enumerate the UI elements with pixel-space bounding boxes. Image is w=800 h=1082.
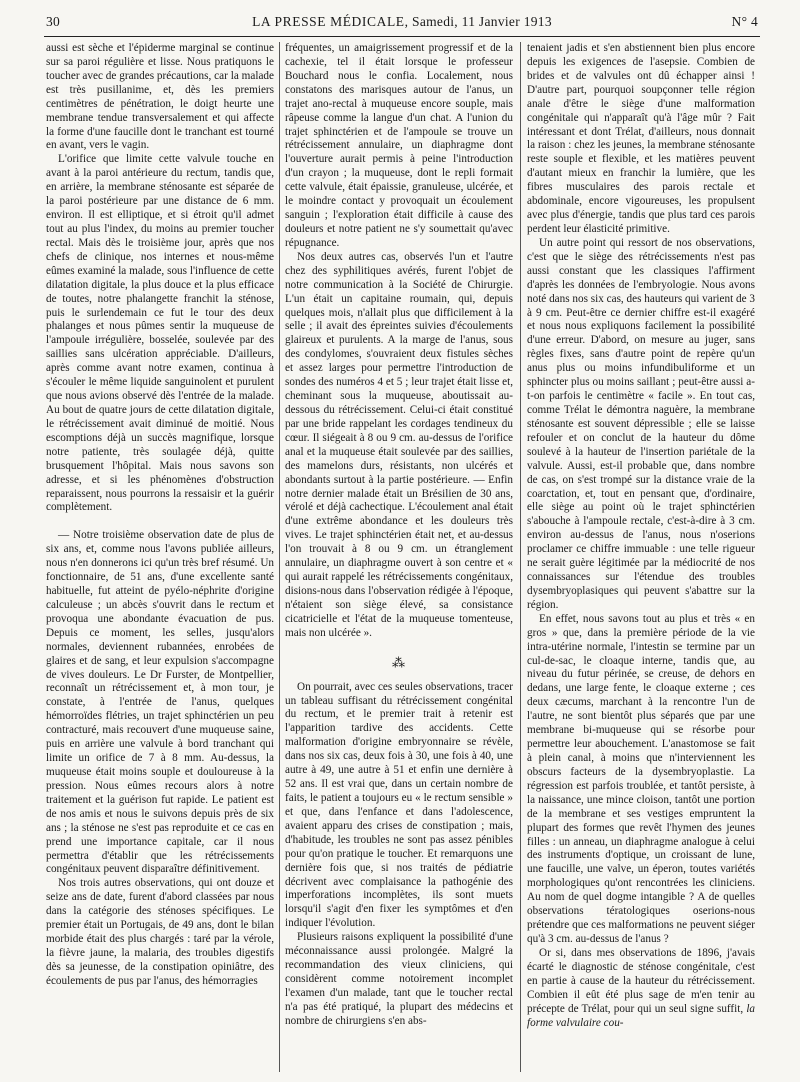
paragraph: fréquentes, un amaigrissement progressif et de la cachexie, tel il était lorsque le professeur Bouchard nous le confia. Localement, nous constatons des marisques autour de l'anus, un trajet ano-rectal à muqueuse encore souple, mais râpeuse comme la langue d'un chat. A l'union du trajet sphinctérien et de l'ampoule se trouve un rétrécissement annulaire, un diaphragme dont l'ouverture aurait permis à peine l'introduction d'un crayon ; la muqueuse, dont le repli formait cette valvule, était épaissie, granuleuse, ulcérée, et le moindre contact y provoquait un écoulement sanguin ; l'exploration était difficile à cause des douleurs et notre patient ne s'y soumettait qu'avec répugnance. bbox=[285, 42, 513, 249]
column-divider bbox=[279, 42, 280, 1072]
journal-name: LA PRESSE MÉDICALE bbox=[252, 14, 405, 29]
paragraph: tenaient jadis et s'en abstiennent bien plus encore depuis les exigences de l'asepsie. Combien de brides et de valvules ont dû échapper ainsi ! D'autre part, pourquoi soupçonner telle région anale d'être le siège d'une malformation congénitale qui n'apparaît qu'à l'âge mûr ? Fait intéressant et dont Trélat, d'ailleurs, nous donnait la raison : chez les jeunes, la membrane sténosante reste souple et flexible, et les matières peuvent d'autant mieux en franchir la lumière, que les fibres musculaires des parois rectale et abdominale, encore vigoureuses, les propulsent avec plus d'énergie, tandis que plus tard ces parois perdent leur élasticité primitive. bbox=[527, 42, 755, 235]
paragraph-text: Or si, dans mes observations de 1896, j'avais écarté le diagnostic de sténose congénitale, c'est en partie à cause de la hauteur du rétrécissement. Combien il eût été plus sage de m'en tenir au précepte de Trélat, pour qui un seul signe suffit, bbox=[527, 946, 755, 1015]
running-title: LA PRESSE MÉDICALE, Samedi, 11 Janvier 1913 bbox=[252, 14, 552, 29]
paragraph: Nos trois autres observations, qui ont douze et seize ans de date, furent d'abord classées par nous dans la catégorie des sténoses spécifiques. Le premier était un Portugais, de 49 ans, dont le bilan morbide était des plus chargés : taré par la vérole, la fièvre jaune, la malaria, des troubles digestifs dès sa jeunesse, de la constipation opiniâtre, des écoulements de pus par l'anus, des hémorragies bbox=[46, 877, 274, 987]
section-separator: ⁂ bbox=[392, 654, 406, 670]
column-3 bbox=[527, 42, 755, 1030]
paragraph bbox=[527, 947, 755, 1031]
column-1 bbox=[46, 42, 274, 989]
paragraph: Un autre point qui ressort de nos observations, c'est que le siège des rétrécissements n'est pas aussi constant que les classiques l'affirment d'après les données de l'embryologie. Nous avons noté dans nos six cas, des hauteurs qui varient de 3 à 9 cm. Peut-être ce dernier chiffre est-il exagéré et nous nous expliquons facilement la possibilité d'une erreur. D'abord, on mesure au juger, sans règles fixes, sans d'autre point de repère qu'un anus plus ou moins infundibuliforme et un sphincter plus ou moins saillant ; peut-être aussi a-t-on parfois le centimètre « facile ». En tout cas, comme Trélat le démontra naguère, la membrane sténosante est souvent dépressible ; elle se laisse refouler et on conclut de la hauteur du dôme soulevé à la hauteur de l'insertion pariétale de la valvule. Aussi, est-il probable que, dans nombre de cas, on s'est trompé sur la distance vraie de la coarctation, et, tout en pensant que, d'ordinaire, elle siège au point où le trajet sphinctérien s'abouche à l'ampoule rectale, c'est-à-dire à 3 cm. environ au-dessus de l'anus, nous n'oserions proclamer ce chiffre immuable : une telle rigueur ne serait guère légitimée par la médiocrité de nos connaissances sur l'étendue des troubles dysembryoplasiques qui peuvent s'abattre sur la région. bbox=[527, 236, 755, 611]
paragraph: Plusieurs raisons expliquent la possibilité d'une méconnaissance aussi prolongée. Malgré la recommandation des vieux cliniciens, qui considèrent comme notoirement incomplet l'examen d'un malade, tant que le toucher rectal n'a pas été pratiqué, la plupart des médecins et nombre de chirurgiens s'en abs- bbox=[285, 931, 513, 1027]
page-header bbox=[46, 12, 758, 32]
issue-date: Samedi, 11 Janvier 1913 bbox=[412, 14, 552, 29]
paragraph: En effet, nous savons tout au plus et très « en gros » que, dans la première période de la vie intra-utérine normale, l'intestin se termine par un cul-de-sac, le cloaque interne, tandis que, au niveau du futur périnée, se creuse, de dehors en dedans, une large fente, le cloaque externe ; ces deux cæcums, marchant à la rencontre l'un de l'autre, ne sont bientôt plus séparés que par une membrane bi-muqueuse qui se résorbe pour permettre leur abouchement. L'anastomose se fait à plein canal, à moins que n'interviennent les obscurs facteurs de la dysembryoplastie. La régression est parfois troublée, et tantôt persiste, à la naissance, une mince cloison, tantôt une portion de la membrane et ses vestiges empruntent la plupart des formes que revêt l'hymen des jeunes filles : un anneau, un diaphragme analogue à celui des instruments d'optique, un croissant de lune, une faucille, une valve, un éperon, toutes variétés morphologiques qu'ont rencontrées les cliniciens. Au nom de quel dogme intangible ? A de quelles observations tératologiques oserions-nous prétendre que ces malformations ne peuvent siéger qu'à 3 cm. au-dessus de l'anus ? bbox=[527, 612, 755, 945]
paragraph: aussi est sèche et l'épiderme marginal se continue sur sa paroi régulière et lisse. Nous pratiquons le toucher avec de grandes précautions, car la malade est très pusillanime, et, dès les premiers centimètres de pénétration, le doigt heurte une membrane tendue transversalement et qui affecte la forme d'une faucille dont le tranchant est tourné en avant, vers le vagin. bbox=[46, 42, 274, 152]
issue-number: N° 4 bbox=[731, 14, 758, 29]
paragraph: — Notre troisième observation date de plus de six ans, et, comme nous l'avons publiée ailleurs, nous n'en donnerons ici qu'un très bref résumé. Un fonctionnaire, de 51 ans, d'une excellente santé habituelle, fut atteint de pyélo-néphrite d'origine calculeuse ; un abcès s'ouvrit dans le rectum et provoqua une abondante évacuation de pus. Depuis ce moment, les selles, jusqu'alors normales, deviennent rubannées, enrobées de glaires et de sang, et leur expulsion s'accompagne de vives douleurs. Le Dr Furster, de Montpellier, reconnaît un rétrécissement et, à mon tour, je constate, à l'entrée de l'anus, quelques hémorroïdes flétries, un trajet sphinctérien un peu contracturé, mais recouvert d'une muqueuse saine, puis en arrière une valvule à bord tranchant qui limite un orifice de 7 à 8 mm. Au-dessus, la muqueuse était moins souple et douloureuse à la pression. Nous eûmes recours alors à notre traitement et la guérison fut rapide. Le patient est de nos amis et nous le suivons depuis près de six ans ; la sténose ne s'est pas reproduite et ce cas en prend une importance capitale, car il nous permettra d'établir que les rétrécissements congénitaux peuvent disparaître définitivement. bbox=[46, 529, 274, 876]
header-rule bbox=[44, 36, 760, 37]
paragraph: L'orifice que limite cette valvule touche en avant à la paroi antérieure du rectum, tandis que, en arrière, la membrane sténosante est séparée de la paroi postérieure par une distance de 6 mm. environ. Il est elliptique, et si étroit qu'il admet tout au plus l'index, du moins au premier toucher rectal. Mais dès le troisième jour, après que nos chefs de clinique, nos internes et nous-même eûmes examiné la malade, sous l'influence de cette dilatation digitale, la plus douce et la plus efficace de toutes, notre phalangette franchit la sténose, puis le surlendemain ce fut le tour des deux phalanges et nous pûmes sentir la muqueuse de l'ampoule irrégulière, bosselée, soulevée par des saillies sans ulcération appréciable. D'ailleurs, après comme avant notre examen, continua à s'écouler le même liquide sanguinolent et purulent que nous avions observé dès l'entrée de la malade. Au bout de quatre jours de cette dilatation digitale, le rétrécissement avait diminué de moitié. Nous escomptions déjà un succès magnifique, lorsque notre patiente, très soulagée déjà, quitte brusquement l'hôpital. Mais nous savons son adresse, et si les phénomènes d'obstruction reparaissent, nous pourrons la ressaisir et la guérir complètement. bbox=[46, 153, 274, 514]
column-2 bbox=[285, 42, 513, 1029]
column-divider bbox=[520, 42, 521, 1072]
page-number: 30 bbox=[46, 14, 61, 29]
italic-phrase: la forme valvulaire cou- bbox=[527, 1002, 756, 1029]
paragraph: On pourrait, avec ces seules observations, tracer un tableau suffisant du rétrécissement congénital du rectum, et le premier trait à retenir est l'apparition tardive des accidents. Cette malformation d'origine embryonnaire se révèle, dans nos six cas, deux fois à 30, une fois à 40, une autre à 49, une autre à 51 et enfin une dernière à 52 ans. Il est vrai que, dans un certain nombre de faits, le patient a toujours eu « le rectum sensible » et que, dans l'enfance et dans l'adolescence, avaient apparu des crises de constipation ; mais, d'habitude, les troubles ne sont pas assez pénibles pour qu'on pratique le toucher. Et remarquons une dernière fois que, si nos traités de pédiatrie décrivent avec complaisance la pathogénie des imperforations incomplètes, ils sont muets lorsqu'il s'agit d'en fixer les symptômes et d'en indiquer l'évolution. bbox=[285, 680, 513, 930]
paragraph: Nos deux autres cas, observés l'un et l'autre chez des syphilitiques avérés, furent l'objet de notre communication à la Société de Chirurgie. L'un était un capitaine roumain, qui, depuis quelques mois, n'allait plus que difficilement à la selle ; il avait des épreintes suivies d'écoulements glaireux et purulents. A la marge de l'anus, sous des condylomes, s'ouvraient deux fistules sèches et assez larges pour permettre l'introduction de sondes des numéros 4 et 5 ; leur trajet était lisse et, cheminant sous la muqueuse, aboutissait au-dessous du rétrécissement. Celui-ci était constitué par une bride rappelant les cordages tendineux du cœur. Il siégeait à 8 ou 9 cm. au-dessus de l'orifice anal et la muqueuse était soulevée par des saillies, des mamelons durs, résistants, non ulcérés et abondants surtout à la partie postérieure. — Enfin notre dernier malade était un Brésilien de 30 ans, vérolé et déjà cachectique. L'écoulement anal était d'une extrême abondance et les douleurs très vives. Le trajet sphinctérien était net, et au-dessus l'on trouvait à 8 ou 9 cm. un étranglement annulaire, un diaphragme ouvert à son centre et « qui aurait rappelé les rétrécissements congénitaux, disions-nous dans l'observation rédigée à l'époque, n'étaient son siège élevé, sa consistance cicatricielle et l'état de la muqueuse tomenteuse, mais non ulcérée ». bbox=[285, 250, 513, 639]
